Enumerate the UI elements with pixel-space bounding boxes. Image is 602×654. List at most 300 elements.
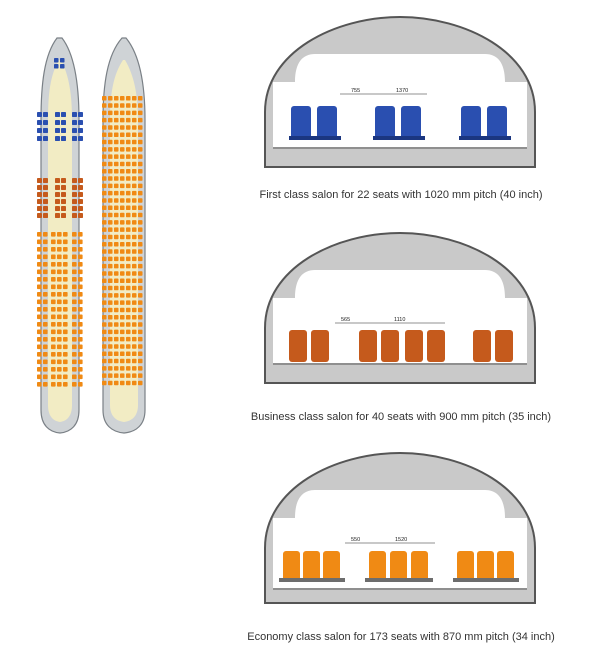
economy-seat-mark bbox=[108, 352, 113, 357]
economy-seat-mark bbox=[126, 271, 131, 276]
economy-seat bbox=[283, 551, 300, 581]
economy-seat-mark bbox=[57, 292, 62, 297]
economy-seat-mark bbox=[63, 352, 68, 357]
economy-seat-mark bbox=[37, 382, 42, 387]
economy-seat-mark bbox=[108, 373, 113, 378]
economy-seat-mark bbox=[57, 300, 62, 305]
economy-seat-mark bbox=[132, 249, 137, 254]
economy-seat-mark bbox=[72, 360, 77, 365]
economy-seat-mark bbox=[120, 184, 125, 189]
economy-seat-mark bbox=[126, 162, 131, 167]
economy-seat-mark bbox=[138, 293, 143, 298]
economy-seat-mark bbox=[132, 213, 137, 218]
economy-seat-mark bbox=[72, 330, 77, 335]
seat-base bbox=[279, 578, 345, 582]
business-seat-mark bbox=[72, 199, 77, 204]
economy-seat-mark bbox=[102, 118, 107, 123]
economy-seat-mark bbox=[102, 213, 107, 218]
caption-first-class: First class salon for 22 seats with 1020 mm pitch (40 inch) bbox=[259, 189, 543, 201]
economy-seat-mark bbox=[132, 198, 137, 203]
business-seat-mark bbox=[78, 213, 83, 218]
economy-seat-mark bbox=[114, 257, 119, 262]
economy-seat-mark bbox=[126, 184, 131, 189]
economy-seat-mark bbox=[120, 213, 125, 218]
economy-seat-mark bbox=[72, 232, 77, 237]
economy-seat-mark bbox=[114, 111, 119, 116]
economy-seat-mark bbox=[132, 140, 137, 145]
economy-seat-mark bbox=[72, 352, 77, 357]
business-seat-mark bbox=[43, 213, 48, 218]
economy-seat bbox=[497, 551, 514, 581]
economy-seat-mark bbox=[138, 235, 143, 240]
economy-seat-mark bbox=[114, 140, 119, 145]
economy-seat-mark bbox=[57, 360, 62, 365]
economy-seat-mark bbox=[120, 352, 125, 357]
economy-seat-mark bbox=[126, 366, 131, 371]
economy-seat-mark bbox=[43, 337, 48, 342]
economy-seat-mark bbox=[37, 375, 42, 380]
economy-seat-mark bbox=[102, 249, 107, 254]
economy-seat-mark bbox=[108, 249, 113, 254]
first-seat-mark bbox=[72, 136, 77, 141]
economy-seat-mark bbox=[132, 344, 137, 349]
business-seat-mark bbox=[55, 192, 60, 197]
first-seat bbox=[487, 106, 507, 140]
economy-seat-mark bbox=[72, 255, 77, 260]
economy-seat-mark bbox=[63, 360, 68, 365]
economy-seat-mark bbox=[102, 206, 107, 211]
first-seat-mark bbox=[37, 120, 42, 125]
economy-seat-mark bbox=[63, 262, 68, 267]
economy-seat-mark bbox=[120, 322, 125, 327]
economy-seat-mark bbox=[102, 147, 107, 152]
economy-seat-mark bbox=[78, 240, 83, 245]
economy-seat-mark bbox=[120, 176, 125, 181]
economy-seat-mark bbox=[132, 96, 137, 101]
cross-section-business bbox=[255, 228, 545, 388]
economy-seat-mark bbox=[114, 373, 119, 378]
economy-seat-mark bbox=[102, 293, 107, 298]
economy-seat-mark bbox=[108, 125, 113, 130]
business-seat-mark bbox=[37, 185, 42, 190]
economy-seat-mark bbox=[126, 352, 131, 357]
economy-seat-mark bbox=[102, 344, 107, 349]
economy-seat-mark bbox=[108, 344, 113, 349]
first-seat-mark bbox=[55, 120, 60, 125]
economy-seat-mark bbox=[126, 264, 131, 269]
economy-seat-mark bbox=[114, 133, 119, 138]
economy-seat-mark bbox=[120, 169, 125, 174]
economy-seat-mark bbox=[57, 240, 62, 245]
dimension-seats-label: 1520 bbox=[395, 537, 408, 543]
economy-seat-mark bbox=[78, 315, 83, 320]
economy-seat-mark bbox=[37, 307, 42, 312]
business-seat-mark bbox=[72, 206, 77, 211]
economy-seat-mark bbox=[102, 140, 107, 145]
economy-seat-mark bbox=[63, 270, 68, 275]
first-seat-mark bbox=[37, 112, 42, 117]
economy-seat-mark bbox=[120, 154, 125, 159]
economy-seat-mark bbox=[72, 285, 77, 290]
economy-seat bbox=[390, 551, 407, 581]
first-seat-mark bbox=[78, 128, 83, 133]
economy-seat-mark bbox=[108, 381, 113, 386]
economy-seat-mark bbox=[138, 322, 143, 327]
economy-seat-mark bbox=[126, 344, 131, 349]
economy-seat-mark bbox=[108, 300, 113, 305]
economy-seat-mark bbox=[37, 277, 42, 282]
economy-seat-mark bbox=[102, 352, 107, 357]
economy-seat-mark bbox=[102, 315, 107, 320]
economy-seat-mark bbox=[138, 381, 143, 386]
economy-seat-mark bbox=[114, 366, 119, 371]
business-seat-mark bbox=[55, 206, 60, 211]
economy-seat-mark bbox=[57, 270, 62, 275]
economy-seat-mark bbox=[78, 262, 83, 267]
economy-seat-mark bbox=[138, 125, 143, 130]
economy-seat-mark bbox=[72, 240, 77, 245]
economy-seat-mark bbox=[51, 382, 56, 387]
economy-seat-mark bbox=[138, 133, 143, 138]
economy-seat-mark bbox=[138, 366, 143, 371]
economy-seat-mark bbox=[114, 227, 119, 232]
economy-seat-mark bbox=[108, 133, 113, 138]
first-seat bbox=[317, 106, 337, 140]
economy-seat-mark bbox=[114, 213, 119, 218]
economy-seat-mark bbox=[114, 147, 119, 152]
economy-seat-mark bbox=[43, 247, 48, 252]
economy-seat-mark bbox=[138, 154, 143, 159]
economy-seat-mark bbox=[78, 300, 83, 305]
business-seat-mark bbox=[43, 199, 48, 204]
economy-seat-mark bbox=[138, 373, 143, 378]
economy-seat-mark bbox=[132, 125, 137, 130]
economy-seat-mark bbox=[138, 352, 143, 357]
economy-seat-mark bbox=[37, 262, 42, 267]
economy-seat-mark bbox=[120, 330, 125, 335]
business-seat bbox=[495, 330, 513, 362]
economy-seat-mark bbox=[57, 382, 62, 387]
business-seat-mark bbox=[61, 206, 66, 211]
economy-seat-mark bbox=[78, 382, 83, 387]
economy-seat-mark bbox=[102, 257, 107, 262]
economy-seat-mark bbox=[43, 345, 48, 350]
economy-seat-mark bbox=[57, 337, 62, 342]
economy-seat-mark bbox=[126, 169, 131, 174]
seat-base bbox=[459, 136, 511, 140]
economy-seat-mark bbox=[102, 184, 107, 189]
economy-seat-mark bbox=[108, 293, 113, 298]
economy-seat-mark bbox=[114, 359, 119, 364]
economy-seat-mark bbox=[126, 103, 131, 108]
economy-seat-mark bbox=[126, 154, 131, 159]
economy-seat-mark bbox=[102, 176, 107, 181]
economy-seat-mark bbox=[51, 360, 56, 365]
economy-seat-mark bbox=[126, 227, 131, 232]
business-seat-mark bbox=[55, 185, 60, 190]
first-seat-mark bbox=[72, 128, 77, 133]
economy-seat-mark bbox=[43, 360, 48, 365]
economy-seat-mark bbox=[120, 264, 125, 269]
economy-seat-mark bbox=[78, 247, 83, 252]
economy-seat-mark bbox=[108, 191, 113, 196]
economy-seat-mark bbox=[63, 375, 68, 380]
economy-seat-mark bbox=[102, 373, 107, 378]
business-seat-mark bbox=[37, 178, 42, 183]
economy-seat bbox=[303, 551, 320, 581]
economy-seat-mark bbox=[126, 198, 131, 203]
economy-seat-mark bbox=[126, 206, 131, 211]
economy-seat-mark bbox=[57, 330, 62, 335]
economy-seat-mark bbox=[108, 147, 113, 152]
economy-seat-mark bbox=[51, 255, 56, 260]
economy-seat-mark bbox=[102, 96, 107, 101]
economy-seat-mark bbox=[78, 232, 83, 237]
economy-seat-mark bbox=[78, 285, 83, 290]
economy-seat-mark bbox=[132, 293, 137, 298]
economy-seat-mark bbox=[102, 227, 107, 232]
economy-seat-mark bbox=[138, 220, 143, 225]
economy-seat-mark bbox=[108, 366, 113, 371]
economy-seat-mark bbox=[132, 381, 137, 386]
economy-seat-mark bbox=[51, 307, 56, 312]
economy-seat-mark bbox=[43, 315, 48, 320]
economy-seat-mark bbox=[132, 103, 137, 108]
economy-seat-mark bbox=[63, 337, 68, 342]
economy-seat-mark bbox=[114, 330, 119, 335]
economy-seat-mark bbox=[102, 359, 107, 364]
economy-seat-mark bbox=[78, 270, 83, 275]
first-seat-mark bbox=[55, 112, 60, 117]
economy-seat-mark bbox=[63, 315, 68, 320]
economy-seat-mark bbox=[132, 118, 137, 123]
economy-seat-mark bbox=[72, 292, 77, 297]
economy-seat-mark bbox=[51, 345, 56, 350]
economy-seat-mark bbox=[57, 345, 62, 350]
aircraft-plan-right bbox=[102, 38, 145, 433]
economy-seat-mark bbox=[132, 169, 137, 174]
economy-seat-mark bbox=[120, 271, 125, 276]
business-seat-mark bbox=[55, 178, 60, 183]
economy-seat-mark bbox=[78, 352, 83, 357]
economy-seat-mark bbox=[37, 337, 42, 342]
economy-seat-mark bbox=[108, 271, 113, 276]
economy-seat-mark bbox=[138, 118, 143, 123]
dimension-aisle-label: 755 bbox=[351, 88, 361, 94]
economy-seat-mark bbox=[138, 198, 143, 203]
economy-seat-mark bbox=[63, 322, 68, 327]
economy-seat-mark bbox=[126, 300, 131, 305]
economy-seat-mark bbox=[72, 345, 77, 350]
economy-seat-mark bbox=[37, 352, 42, 357]
economy-seat-mark bbox=[108, 198, 113, 203]
economy-seat-mark bbox=[120, 147, 125, 152]
business-seat bbox=[405, 330, 423, 362]
economy-seat-mark bbox=[108, 308, 113, 313]
economy-seat-mark bbox=[102, 169, 107, 174]
economy-seat-mark bbox=[63, 367, 68, 372]
business-seat-mark bbox=[72, 213, 77, 218]
economy-seat-mark bbox=[63, 345, 68, 350]
economy-seat-mark bbox=[43, 330, 48, 335]
first-seat-mark bbox=[61, 128, 66, 133]
economy-seat-mark bbox=[37, 315, 42, 320]
economy-seat-mark bbox=[102, 125, 107, 130]
economy-seat-mark bbox=[43, 322, 48, 327]
economy-seat-mark bbox=[114, 337, 119, 342]
first-seat-mark bbox=[72, 112, 77, 117]
economy-seat-mark bbox=[51, 300, 56, 305]
economy-seat-mark bbox=[126, 133, 131, 138]
economy-seat-mark bbox=[120, 337, 125, 342]
economy-seat-mark bbox=[120, 381, 125, 386]
economy-seat-mark bbox=[43, 307, 48, 312]
economy-seat bbox=[323, 551, 340, 581]
economy-seat-mark bbox=[126, 337, 131, 342]
economy-seat-mark bbox=[51, 247, 56, 252]
economy-seat-mark bbox=[43, 240, 48, 245]
economy-seat-mark bbox=[132, 227, 137, 232]
economy-seat-mark bbox=[63, 277, 68, 282]
economy-seat-mark bbox=[132, 235, 137, 240]
economy-seat-mark bbox=[108, 257, 113, 262]
economy-seat-mark bbox=[78, 345, 83, 350]
economy-seat-mark bbox=[51, 277, 56, 282]
economy-seat-mark bbox=[108, 322, 113, 327]
economy-seat-mark bbox=[126, 293, 131, 298]
economy-seat-mark bbox=[51, 330, 56, 335]
economy-seat-mark bbox=[72, 277, 77, 282]
economy-seat-mark bbox=[114, 308, 119, 313]
economy-seat-mark bbox=[126, 257, 131, 262]
economy-seat-mark bbox=[108, 140, 113, 145]
economy-seat-mark bbox=[43, 285, 48, 290]
dimension-seats-label: 1370 bbox=[396, 88, 409, 94]
economy-seat-mark bbox=[132, 279, 137, 284]
economy-seat-mark bbox=[126, 118, 131, 123]
economy-seat-mark bbox=[108, 359, 113, 364]
economy-seat-mark bbox=[57, 367, 62, 372]
economy-seat-mark bbox=[51, 262, 56, 267]
economy-seat-mark bbox=[51, 315, 56, 320]
economy-seat-mark bbox=[37, 240, 42, 245]
economy-seat-mark bbox=[102, 154, 107, 159]
economy-seat-mark bbox=[126, 235, 131, 240]
economy-seat-mark bbox=[138, 286, 143, 291]
economy-seat-mark bbox=[102, 330, 107, 335]
economy-seat-mark bbox=[138, 162, 143, 167]
cross-section-economy bbox=[255, 448, 545, 608]
economy-seat-mark bbox=[120, 191, 125, 196]
business-seat-mark bbox=[61, 213, 66, 218]
economy-seat-mark bbox=[114, 169, 119, 174]
economy-seat-mark bbox=[37, 345, 42, 350]
economy-seat-mark bbox=[37, 330, 42, 335]
economy-seat-mark bbox=[114, 300, 119, 305]
business-seat bbox=[473, 330, 491, 362]
business-seat bbox=[359, 330, 377, 362]
economy-seat-mark bbox=[102, 286, 107, 291]
economy-seat-mark bbox=[120, 235, 125, 240]
economy-seat-mark bbox=[72, 262, 77, 267]
business-seat-mark bbox=[78, 178, 83, 183]
economy-seat-mark bbox=[126, 191, 131, 196]
economy-seat-mark bbox=[108, 337, 113, 342]
economy-seat-mark bbox=[108, 162, 113, 167]
economy-seat-mark bbox=[114, 118, 119, 123]
economy-seat-mark bbox=[126, 96, 131, 101]
economy-seat-mark bbox=[120, 242, 125, 247]
economy-seat-mark bbox=[138, 279, 143, 284]
economy-seat-mark bbox=[120, 198, 125, 203]
economy-seat-mark bbox=[57, 255, 62, 260]
economy-seat-mark bbox=[108, 176, 113, 181]
economy-seat-mark bbox=[108, 213, 113, 218]
economy-seat-mark bbox=[78, 277, 83, 282]
economy-seat-mark bbox=[132, 322, 137, 327]
first-seat-mark bbox=[43, 128, 48, 133]
economy-seat-mark bbox=[132, 373, 137, 378]
economy-seat-mark bbox=[132, 271, 137, 276]
caption-economy-class: Economy class salon for 173 seats with 870 mm pitch (34 inch) bbox=[247, 631, 555, 643]
economy-seat-mark bbox=[57, 352, 62, 357]
first-seat-mark bbox=[37, 128, 42, 133]
economy-seat-mark bbox=[102, 300, 107, 305]
economy-seat-mark bbox=[114, 381, 119, 386]
economy-seat-mark bbox=[126, 308, 131, 313]
seat-group-right bbox=[453, 551, 519, 582]
seat-base bbox=[289, 136, 341, 140]
economy-seat-mark bbox=[138, 176, 143, 181]
economy-seat-mark bbox=[120, 162, 125, 167]
first-seat-mark bbox=[37, 136, 42, 141]
economy-seat-mark bbox=[102, 366, 107, 371]
economy-seat-mark bbox=[51, 375, 56, 380]
economy-seat-mark bbox=[51, 322, 56, 327]
economy-seat-mark bbox=[43, 255, 48, 260]
economy-seat-mark bbox=[120, 249, 125, 254]
economy-seat-mark bbox=[138, 300, 143, 305]
economy-seat-mark bbox=[138, 249, 143, 254]
economy-seat-mark bbox=[120, 373, 125, 378]
first-seat-mark bbox=[43, 136, 48, 141]
economy-seat-mark bbox=[37, 360, 42, 365]
economy-seat-mark bbox=[114, 286, 119, 291]
business-seat-mark bbox=[72, 185, 77, 190]
business-seat bbox=[427, 330, 445, 362]
economy-seat-mark bbox=[132, 264, 137, 269]
economy-seat-mark bbox=[72, 247, 77, 252]
economy-seat-mark bbox=[57, 262, 62, 267]
economy-seat-mark bbox=[108, 330, 113, 335]
business-seat-mark bbox=[55, 199, 60, 204]
economy-seat bbox=[477, 551, 494, 581]
economy-seat-mark bbox=[108, 264, 113, 269]
aircraft-plan-left bbox=[37, 38, 83, 433]
economy-seat-mark bbox=[114, 264, 119, 269]
first-seat-mark bbox=[78, 136, 83, 141]
economy-seat-mark bbox=[138, 191, 143, 196]
economy-seat-mark bbox=[72, 337, 77, 342]
economy-seat-mark bbox=[63, 292, 68, 297]
economy-seat-mark bbox=[138, 227, 143, 232]
economy-seat-mark bbox=[126, 147, 131, 152]
economy-seat-mark bbox=[108, 169, 113, 174]
economy-seat-mark bbox=[57, 285, 62, 290]
first-seat bbox=[461, 106, 481, 140]
seat-base bbox=[453, 578, 519, 582]
economy-seat-mark bbox=[120, 227, 125, 232]
